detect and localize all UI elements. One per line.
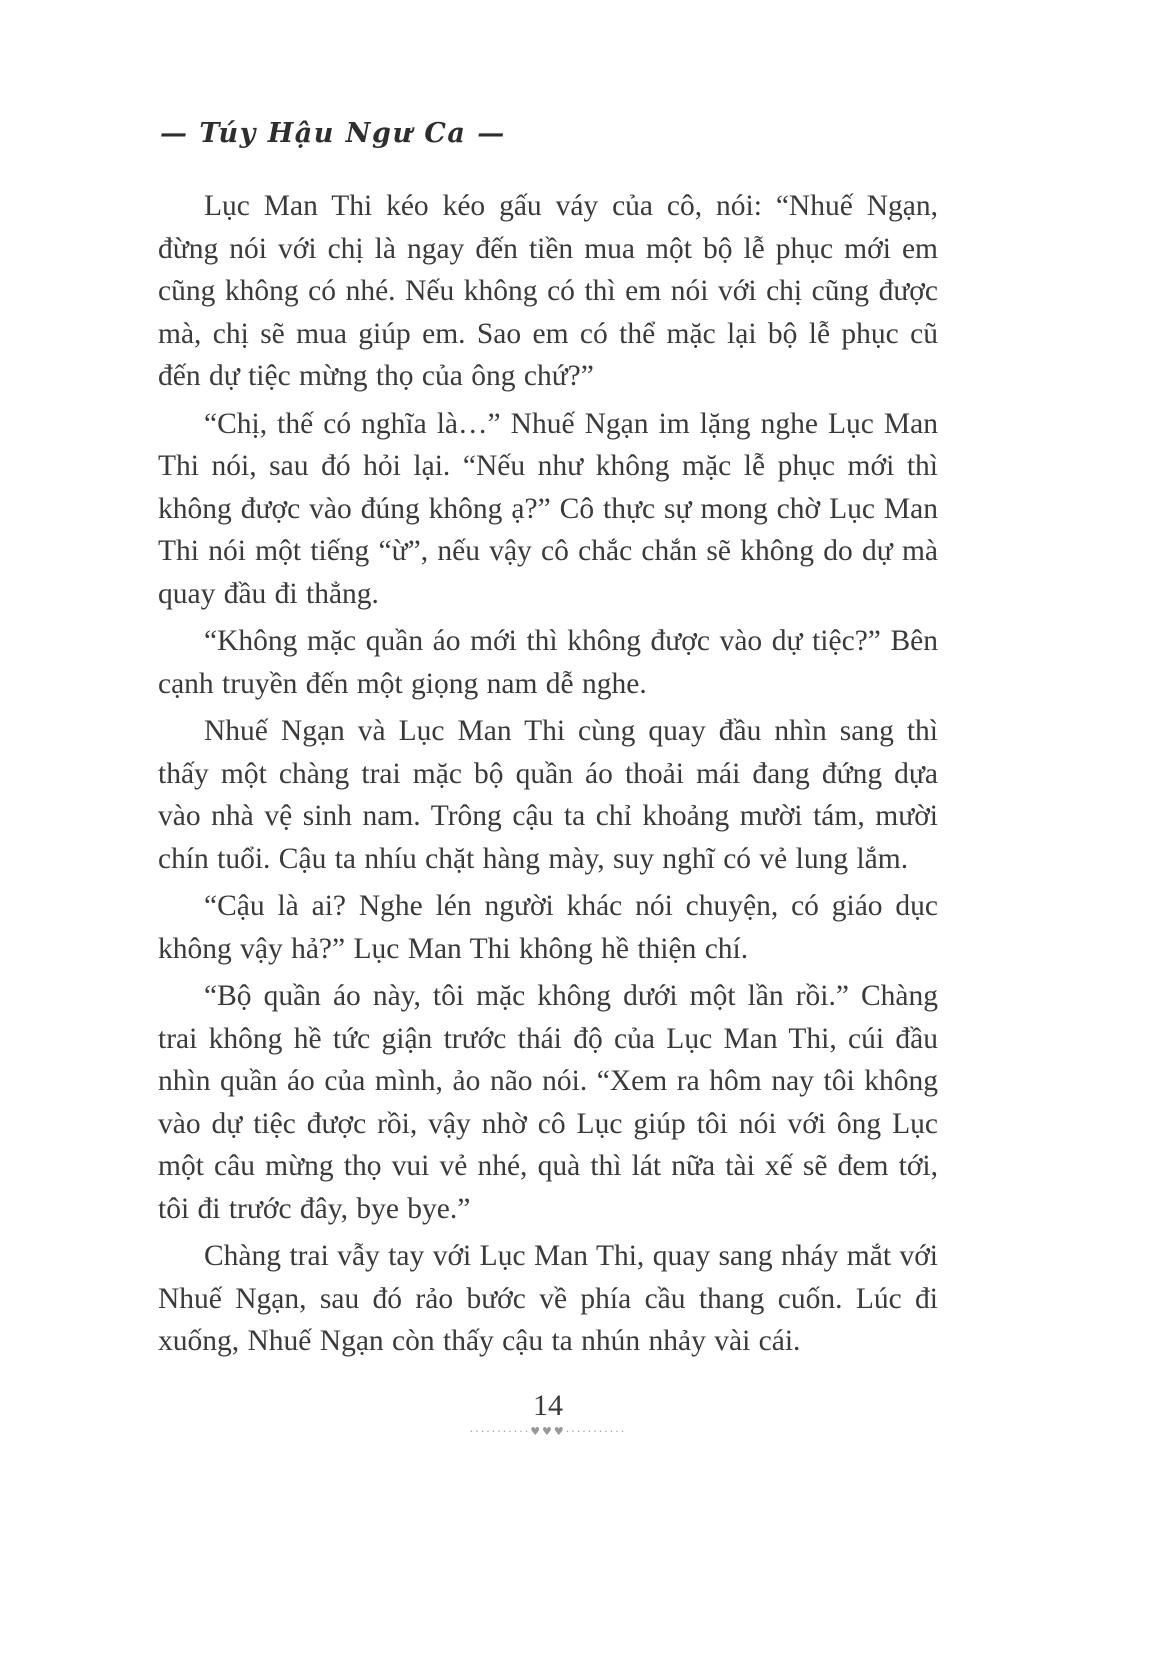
page-number: 14	[533, 1388, 563, 1422]
paragraph-5: “Cậu là ai? Nghe lén người khác nói chuyện, có giáo dục không vậy hả?” Lục Man Thi không hề thiện chí.	[158, 890, 938, 965]
footer-ornament: ···········♥♥♥···········	[469, 1424, 627, 1438]
paragraph-4: Nhuế Ngạn và Lục Man Thi cùng quay đầu nhìn sang thì thấy một chàng trai mặc bộ quần áo thoải mái đang đứng dựa vào nhà vệ sinh nam. Trông cậu ta chỉ khoảng mười tám, mười chín tuổi. Cậu ta nhíu chặt hàng mày, suy nghĩ có vẻ lung lắm.	[158, 715, 938, 875]
paragraph-2: “Chị, thế có nghĩa là…” Nhuế Ngạn im lặng nghe Lục Man Thi nói, sau đó hỏi lại. “Nếu như không mặc lễ phục mới thì không được vào đúng không ạ?” Cô thực sự mong chờ Lục Man Thi nói một tiếng “ừ”, nếu vậy cô chắc chắn sẽ không do dự mà quay đầu đi thẳng.	[158, 407, 938, 610]
page-footer	[158, 1389, 938, 1438]
book-title: — Túy Hậu Ngư Ca —	[160, 118, 506, 149]
paragraph-1: Lục Man Thi kéo kéo gấu váy của cô, nói: “Nhuế Ngạn, đừng nói với chị là ngay đến tiền mua một bộ lễ phục mới em cũng không có nhé. Nếu không có thì em nói với chị cũng được mà, chị sẽ mua giúp em. Sao em có thể mặc lại bộ lễ phục cũ đến dự tiệc mừng thọ của ông chứ?”	[158, 190, 938, 392]
running-header	[160, 118, 938, 149]
paragraph-6: “Bộ quần áo này, tôi mặc không dưới một lần rồi.” Chàng trai không hề tức giận trước thái độ của Lục Man Thi, cúi đầu nhìn quần áo của mình, ảo não nói. “Xem ra hôm nay tôi không vào dự tiệc được rồi, vậy nhờ cô Lục giúp tôi nói với ông Lục một câu mừng thọ vui vẻ nhé, quà thì lát nữa tài xế sẽ đem tới, tôi đi trước đây, bye bye.”	[158, 980, 938, 1225]
page-body	[158, 185, 938, 1363]
paragraph-7: Chàng trai vẫy tay với Lục Man Thi, quay sang nháy mắt với Nhuế Ngạn, sau đó rảo bước về phía cầu thang cuốn. Lúc đi xuống, Nhuế Ngạn còn thấy cậu ta nhún nhảy vài cái.	[158, 1240, 938, 1357]
paragraph-3: “Không mặc quần áo mới thì không được vào dự tiệc?” Bên cạnh truyền đến một giọng nam dễ nghe.	[158, 625, 938, 700]
